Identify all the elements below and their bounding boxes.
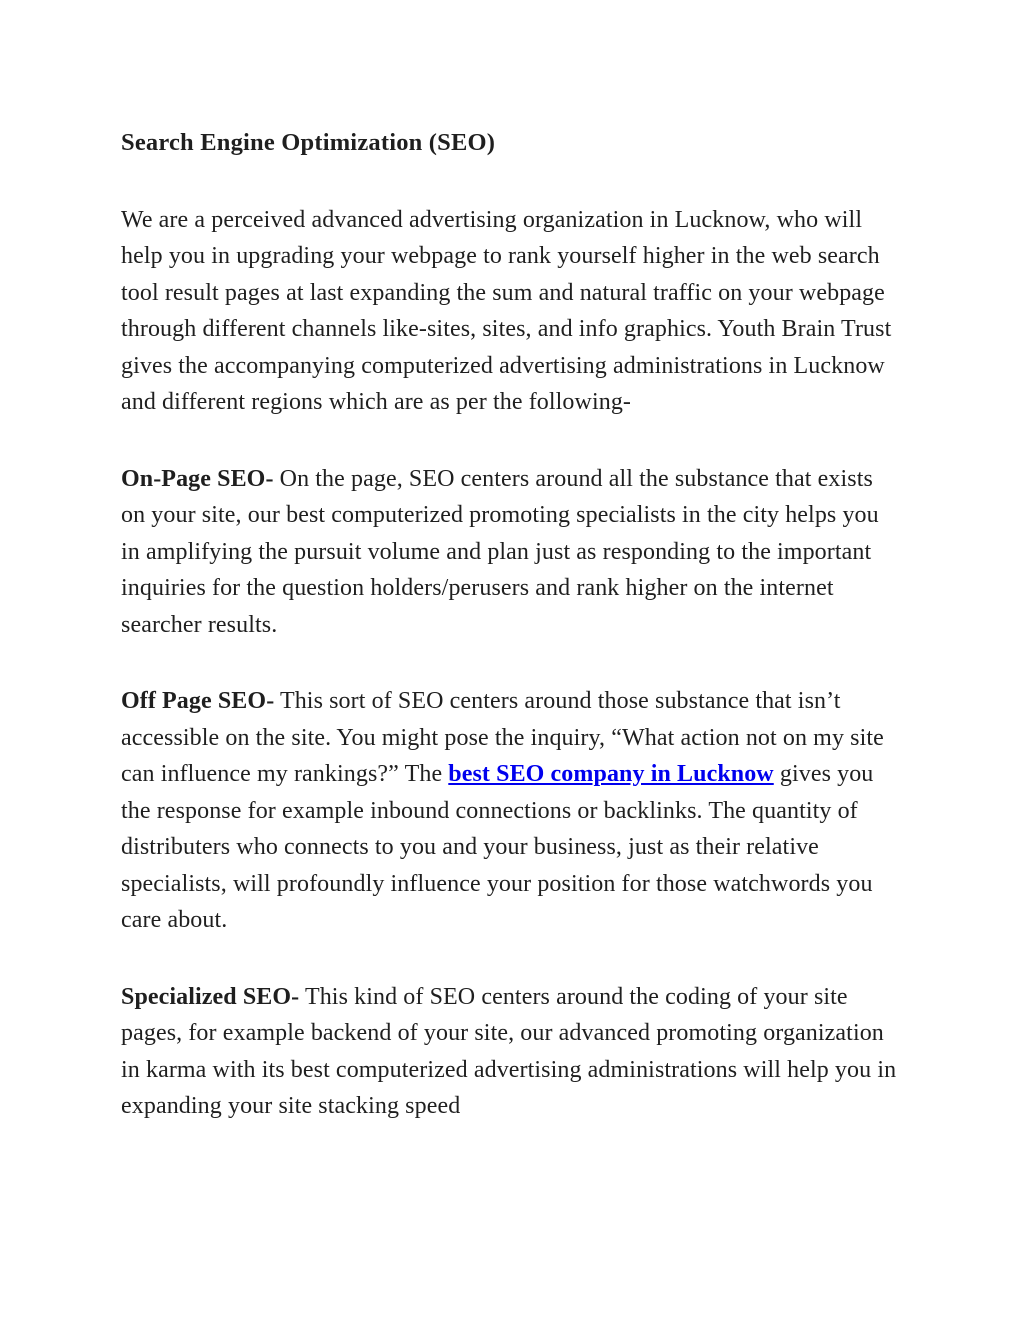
specialized-seo-lead: Specialized SEO-	[121, 983, 300, 1010]
specialized-seo-body: This kind of SEO centers around the coding of your site pages, for example backend of your site, our advanced promoting organization in karma with its best computerized advertising administrations will help you in expanding your site stacking speed	[121, 983, 897, 1119]
page-title: Search Engine Optimization (SEO)	[121, 129, 496, 156]
specialized-seo-paragraph	[121, 979, 903, 1125]
on-page-seo-lead: On-Page SEO-	[121, 465, 274, 492]
off-page-seo-body-before-link: This sort of SEO centers around those substance that isn’t accessible on the site. You might pose the inquiry, “What action not on my site can influence my rankings?” The	[121, 688, 884, 787]
intro-paragraph: We are a perceived advanced advertising organization in Lucknow, who will help you in upgrading your webpage to rank yourself higher in the web search tool result pages at last expanding the sum and natural traffic on your webpage through different channels like-sites, sites, and info graphics. Youth Brain Trust gives the accompanying computerized advertising administrations in Lucknow and different regions which are as per the following-	[121, 206, 892, 415]
off-page-seo-lead: Off Page SEO-	[121, 688, 275, 714]
off-page-seo-paragraph	[121, 683, 903, 939]
off-page-seo-body-after-link: gives you the response for example inbound connections or backlinks. The quantity of distributers who connects to you and your business, just as their relative specialists, will profoundly influence your position for those watchwords you care about.	[121, 761, 874, 933]
on-page-seo-paragraph	[121, 461, 903, 644]
on-page-seo-body: On the page, SEO centers around all the substance that exists on your site, our best computerized promoting specialists in the city helps you in amplifying the pursuit volume and plan just as responding to the important inquiries for the question holders/perusers and rank higher on the internet searcher results.	[121, 465, 879, 638]
best-seo-company-link[interactable]: best SEO company in Lucknow	[448, 761, 774, 787]
